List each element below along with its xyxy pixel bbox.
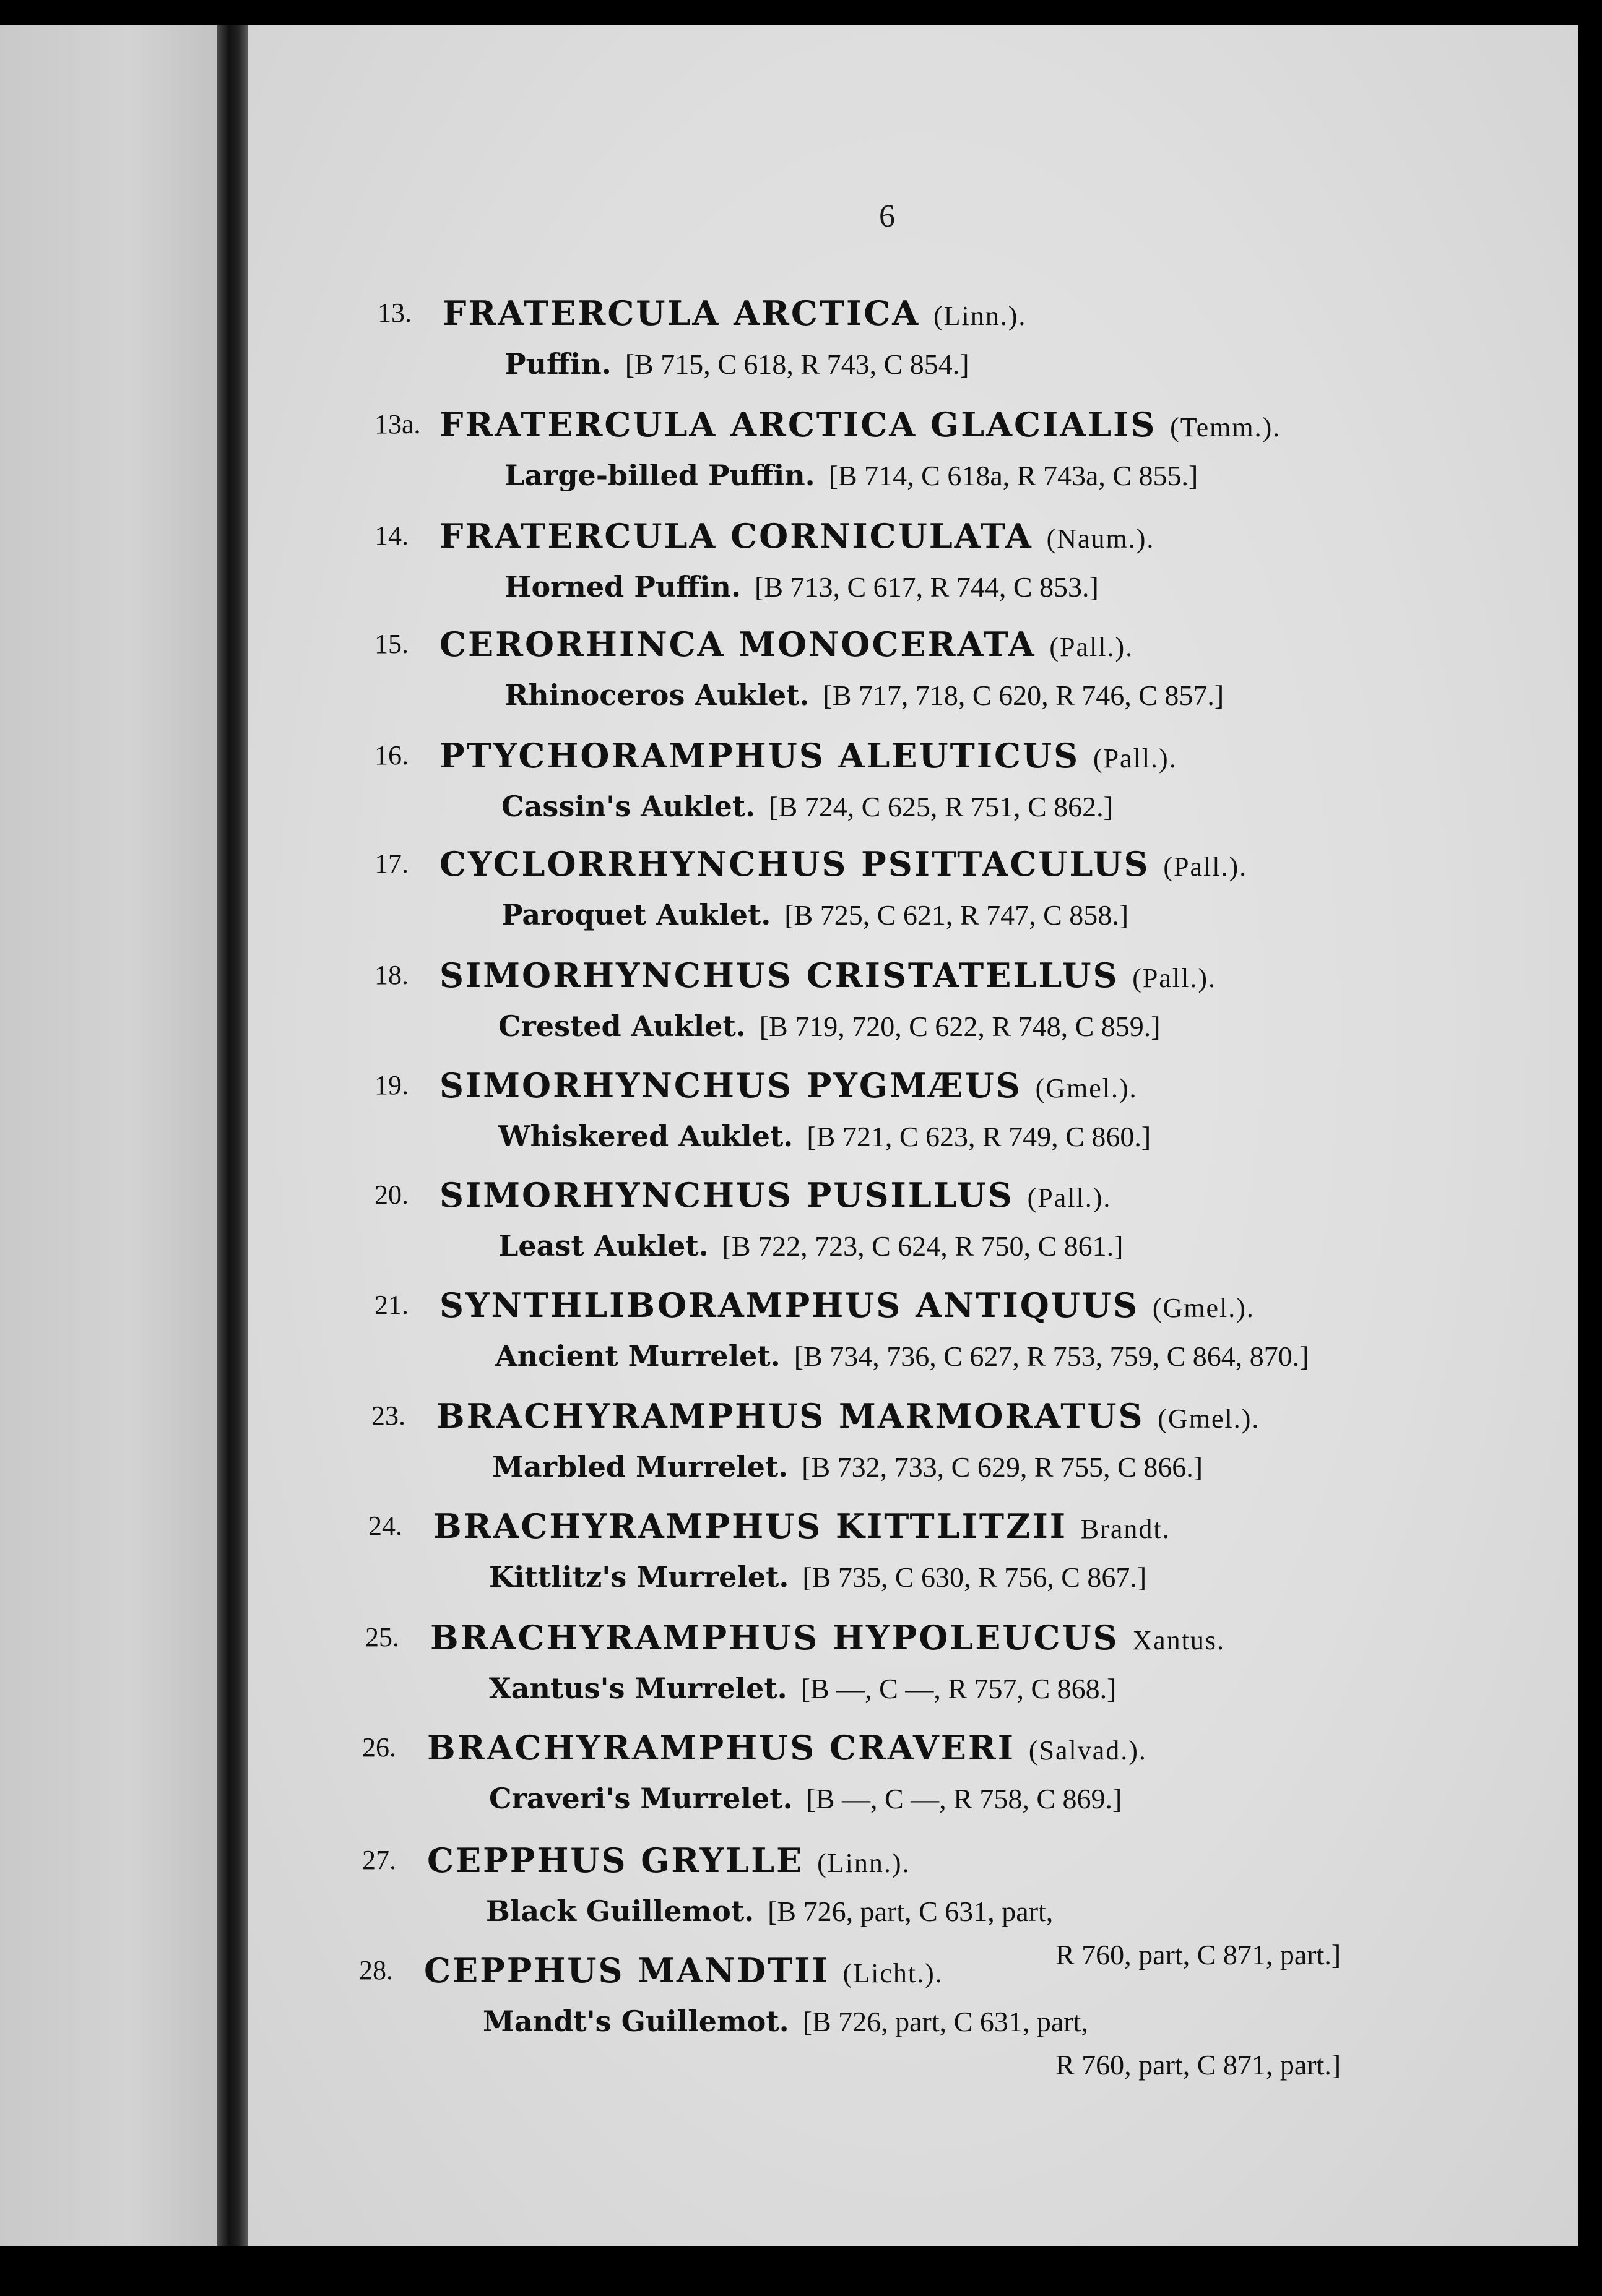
references-continued: R 760, part, C 871, part.] bbox=[1055, 2049, 1341, 2081]
scientific-name: CERORHINCA MONOCERATA (Pall.). bbox=[439, 624, 1134, 664]
references: [B 724, C 625, R 751, C 862.] bbox=[769, 791, 1114, 822]
references: [B 732, 733, C 629, R 755, C 866.] bbox=[802, 1451, 1203, 1483]
references: [B 721, C 623, R 749, C 860.] bbox=[807, 1121, 1151, 1152]
entry-number: 21. bbox=[375, 1290, 409, 1320]
author: Brandt. bbox=[1080, 1514, 1171, 1544]
author: (Linn.). bbox=[933, 301, 1027, 331]
author: (Pall.). bbox=[1163, 852, 1248, 882]
common-name: Paroquet Auklet. bbox=[501, 898, 771, 931]
references: [B 722, 723, C 624, R 750, C 861.] bbox=[722, 1230, 1124, 1262]
scientific-name: BRACHYRAMPHUS CRAVERI (Salvad.). bbox=[427, 1728, 1147, 1767]
references: [B 714, C 618a, R 743a, C 855.] bbox=[828, 460, 1198, 491]
author: (Pall.). bbox=[1027, 1183, 1112, 1213]
author: (Temm.). bbox=[1170, 412, 1281, 442]
scientific-name: SIMORHYNCHUS PUSILLUS (Pall.). bbox=[439, 1175, 1112, 1215]
common-name: Whiskered Auklet. bbox=[498, 1120, 794, 1153]
references: [B 717, 718, C 620, R 746, C 857.] bbox=[823, 680, 1224, 711]
references: [B 734, 736, C 627, R 753, 759, C 864, 870.] bbox=[794, 1340, 1309, 1372]
references: [B —, C —, R 758, C 869.] bbox=[806, 1783, 1122, 1815]
scientific-name: PTYCHORAMPHUS ALEUTICUS (Pall.). bbox=[439, 736, 1177, 775]
entry-number: 17. bbox=[375, 848, 409, 879]
author: (Pall.). bbox=[1093, 743, 1177, 774]
references: [B 719, 720, C 622, R 748, C 859.] bbox=[759, 1011, 1161, 1042]
entry-number: 24. bbox=[368, 1511, 402, 1541]
common-name: Xantus's Murrelet. bbox=[489, 1672, 787, 1705]
author: (Gmel.). bbox=[1152, 1293, 1255, 1323]
references: [B —, C —, R 757, C 868.] bbox=[800, 1673, 1117, 1704]
author: (Gmel.). bbox=[1035, 1073, 1138, 1103]
page-number: 6 bbox=[879, 199, 895, 234]
common-name: Horned Puffin. bbox=[504, 570, 741, 603]
scientific-name: SIMORHYNCHUS CRISTATELLUS (Pall.). bbox=[439, 956, 1217, 995]
common-name: Puffin. bbox=[504, 347, 612, 381]
references: [B 713, C 617, R 744, C 853.] bbox=[755, 571, 1099, 603]
entry-number: 20. bbox=[375, 1180, 409, 1210]
scientific-name: CEPPHUS MANDTII (Licht.). bbox=[424, 1951, 943, 1990]
common-name: Cassin's Auklet. bbox=[501, 790, 756, 823]
entry-number: 13. bbox=[378, 298, 412, 328]
scientific-name: BRACHYRAMPHUS KITTLITZII Brandt. bbox=[433, 1506, 1171, 1546]
scientific-name: FRATERCULA CORNICULATA (Naum.). bbox=[439, 516, 1155, 556]
author: (Linn.). bbox=[817, 1848, 911, 1878]
common-name: Marbled Murrelet. bbox=[492, 1450, 789, 1483]
common-name: Least Auklet. bbox=[498, 1229, 709, 1262]
scientific-name: BRACHYRAMPHUS MARMORATUS (Gmel.). bbox=[436, 1396, 1260, 1436]
author: (Licht.). bbox=[842, 1958, 943, 1988]
references: [B 726, part, C 631, part, bbox=[768, 1896, 1054, 1927]
entry-number: 15. bbox=[375, 629, 409, 659]
entry-number: 23. bbox=[371, 1400, 405, 1431]
author: (Gmel.). bbox=[1158, 1404, 1260, 1434]
author: Xantus. bbox=[1132, 1625, 1225, 1655]
references: [B 715, C 618, R 743, C 854.] bbox=[625, 348, 969, 380]
book-gutter bbox=[217, 25, 248, 2246]
entry-number: 27. bbox=[362, 1845, 396, 1875]
entry-number: 16. bbox=[375, 740, 409, 770]
references-continued: R 760, part, C 871, part.] bbox=[1055, 1939, 1341, 1970]
scientific-name: CEPPHUS GRYLLE (Linn.). bbox=[427, 1841, 911, 1880]
common-name: Craveri's Murrelet. bbox=[489, 1782, 793, 1815]
references: [B 726, part, C 631, part, bbox=[802, 2006, 1088, 2037]
scientific-name: FRATERCULA ARCTICA GLACIALIS (Temm.). bbox=[439, 405, 1281, 444]
common-name: Black Guillemot. bbox=[486, 1894, 755, 1928]
references: [B 735, C 630, R 756, C 867.] bbox=[802, 1561, 1147, 1593]
scientific-name: CYCLORRHYNCHUS PSITTACULUS (Pall.). bbox=[439, 844, 1248, 884]
author: (Naum.). bbox=[1046, 524, 1155, 554]
entry-number: 18. bbox=[375, 960, 409, 990]
author: (Pall.). bbox=[1049, 632, 1134, 662]
common-name: Crested Auklet. bbox=[498, 1009, 746, 1043]
references: [B 725, C 621, R 747, C 858.] bbox=[784, 899, 1129, 931]
author: (Pall.). bbox=[1132, 963, 1217, 993]
common-name: Kittlitz's Murrelet. bbox=[489, 1560, 789, 1594]
scientific-name: BRACHYRAMPHUS HYPOLEUCUS Xantus. bbox=[430, 1618, 1225, 1657]
entry-number: 28. bbox=[359, 1955, 393, 1985]
common-name: Rhinoceros Auklet. bbox=[504, 678, 810, 712]
author: (Salvad.). bbox=[1028, 1735, 1147, 1766]
facing-page bbox=[0, 25, 217, 2246]
scientific-name: SIMORHYNCHUS PYGMÆUS (Gmel.). bbox=[439, 1066, 1138, 1105]
entry-number: 14. bbox=[375, 520, 409, 551]
scientific-name: SYNTHLIBORAMPHUS ANTIQUUS (Gmel.). bbox=[439, 1285, 1255, 1325]
entry-number: 13a. bbox=[375, 409, 421, 439]
entry-number: 25. bbox=[365, 1622, 399, 1652]
common-name: Ancient Murrelet. bbox=[495, 1339, 781, 1373]
entry-number: 26. bbox=[362, 1732, 396, 1763]
entry-number: 19. bbox=[375, 1070, 409, 1100]
scientific-name: FRATERCULA ARCTICA (Linn.). bbox=[443, 293, 1027, 333]
common-name: Mandt's Guillemot. bbox=[483, 2005, 789, 2038]
common-name: Large-billed Puffin. bbox=[504, 459, 815, 492]
